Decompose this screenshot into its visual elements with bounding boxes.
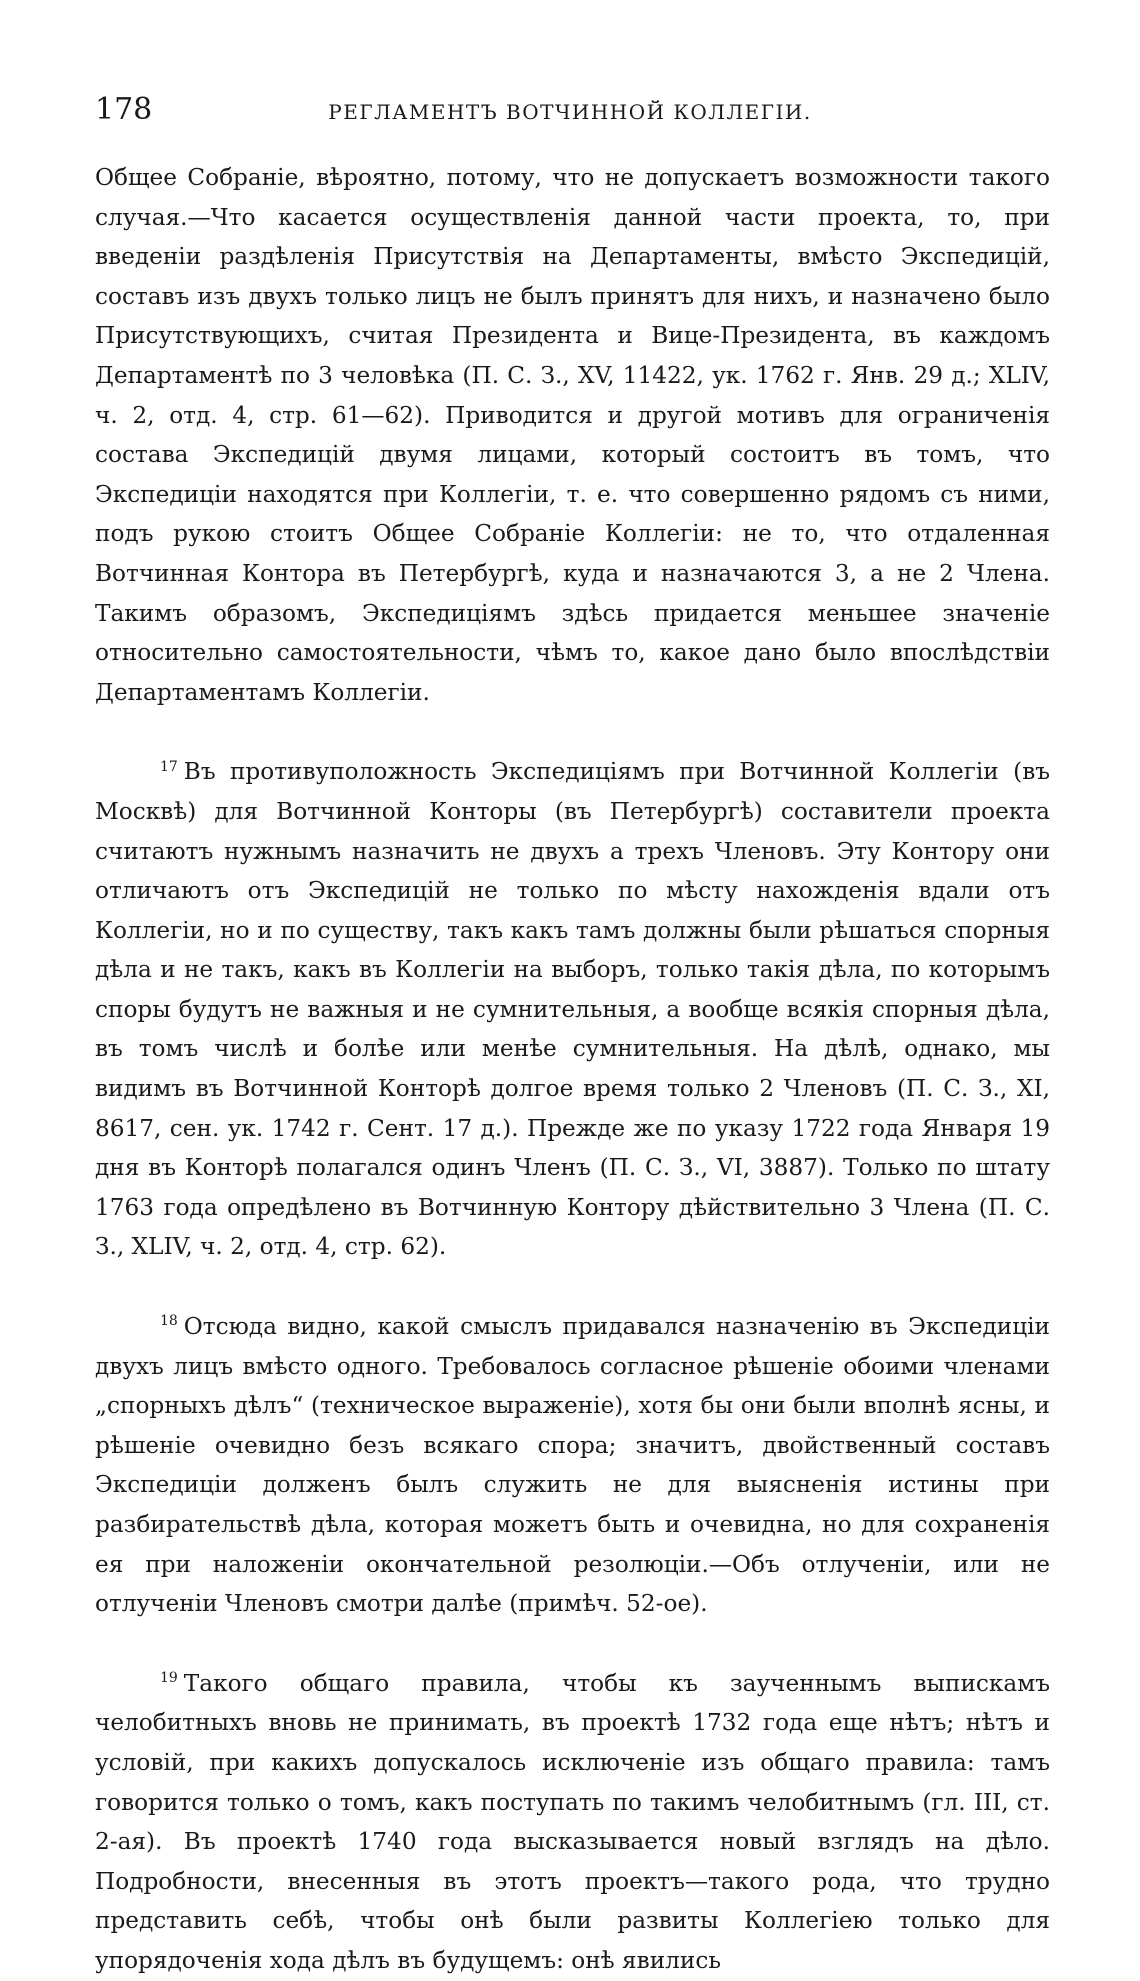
footnote-marker: 17 [159,758,178,775]
footnote-marker: 19 [159,1670,178,1687]
running-head: РЕГЛАМЕНТЪ ВОТЧИННОЙ КОЛЛЕГІИ. [328,100,812,124]
footnote-marker: 18 [159,1313,178,1330]
footnote-18 [95,1307,1050,1624]
footnote-text: Такого общаго правила, чтобы къ заученнымъ выпискамъ челобитныхъ вновь не принимать, въ проектѣ 1732 года еще нѣтъ; нѣтъ и условій, при какихъ допускалось исключеніе изъ общаго правила: тамъ говорится только о томъ, какъ поступать по такимъ челобитнымъ (гл. III, ст. 2-ая). Въ проектѣ 1740 года высказывается новый взглядъ на дѣло. Подробности, внесенныя въ этотъ проектъ—такого рода, что трудно представить себѣ, чтобы онѣ были развиты Коллегіею только для упорядоченія хода дѣлъ въ будущемъ: онѣ явились [95,1669,1050,1974]
body-text [95,158,1050,1981]
footnote-17 [95,752,1050,1267]
footnote-text: Въ противуположность Экспедиціямъ при Вотчинной Коллегіи (въ Москвѣ) для Вотчинной Конторы (въ Петербургѣ) составители проекта считаютъ нужнымъ назначить не двухъ а трехъ Членовъ. Эту Контору они отличаютъ отъ Экспедицій не только по мѣсту нахожденія вдали отъ Коллегіи, но и по существу, такъ какъ тамъ должны были рѣшаться спорныя дѣла и не такъ, какъ въ Коллегіи на выборъ, только такія дѣла, по которымъ споры будутъ не важныя и не сумнительныя, а вообще всякія спорныя дѣла, въ томъ числѣ и болѣе или менѣе сумнительныя. На дѣлѣ, однако, мы видимъ въ Вотчинной Конторѣ долгое время только 2 Членовъ (П. С. З., XI, 8617, сен. ук. 1742 г. Сент. 17 д.). Прежде же по указу 1722 года Января 19 дня въ Конторѣ полагался одинъ Членъ (П. С. З., VI, 3887). Только по штату 1763 года опредѣлено въ Вотчинную Контору дѣйствительно 3 Члена (П. С. З., XLIV, ч. 2, отд. 4, стр. 62). [95,758,1050,1261]
footnote-19 [95,1664,1050,1981]
paragraph: Общее Собраніе, вѣроятно, потому, что не допускаетъ возможности такого случая.—Что касается осуществленія данной части проекта, то, при введеніи раздѣленія Присутствія на Департаменты, вмѣсто Экспедицій, составъ изъ двухъ только лицъ не былъ принятъ для нихъ, и назначено было Присутствующихъ, считая Президента и Вице-Президента, въ каждомъ Департаментѣ по 3 человѣка (П. С. З., XV, 11422, ук. 1762 г. Янв. 29 д.; XLIV, ч. 2, отд. 4, стр. 61—62). Приводится и другой мотивъ для ограниченія состава Экспедицій двумя лицами, который состоитъ въ томъ, что Экспедиціи находятся при Коллегіи, т. е. что совершенно рядомъ съ ними, подъ рукою стоитъ Общее Собраніе Коллегіи: не то, что отдаленная Вотчинная Контора въ Петербургѣ, куда и назначаются 3, а не 2 Члена. Такимъ образомъ, Экспедиціямъ здѣсь придается меньшее значеніе относительно самостоятельности, чѣмъ то, какое дано было впослѣдствіи Департаментамъ Коллегіи. [95,164,1050,706]
footnote-text: Отсюда видно, какой смыслъ придавался назначенію въ Экспедиціи двухъ лицъ вмѣсто одного. Требовалось согласное рѣшеніе обоими членами „спорныхъ дѣлъ“ (техническое выраженіе), хотя бы они были вполнѣ ясны, и рѣшеніе очевидно безъ всякаго спора; значитъ, двойственный составъ Экспедиціи долженъ былъ служить не для выясненія истины при разбирательствѣ дѣла, которая можетъ быть и очевидна, но для сохраненія ея при наложеніи окончательной резолюціи.—Объ отлученіи, или не отлученіи Членовъ смотри далѣе (примѣч. 52-ое). [95,1313,1050,1618]
page-header [95,92,1045,132]
page-number: 178 [95,92,153,127]
